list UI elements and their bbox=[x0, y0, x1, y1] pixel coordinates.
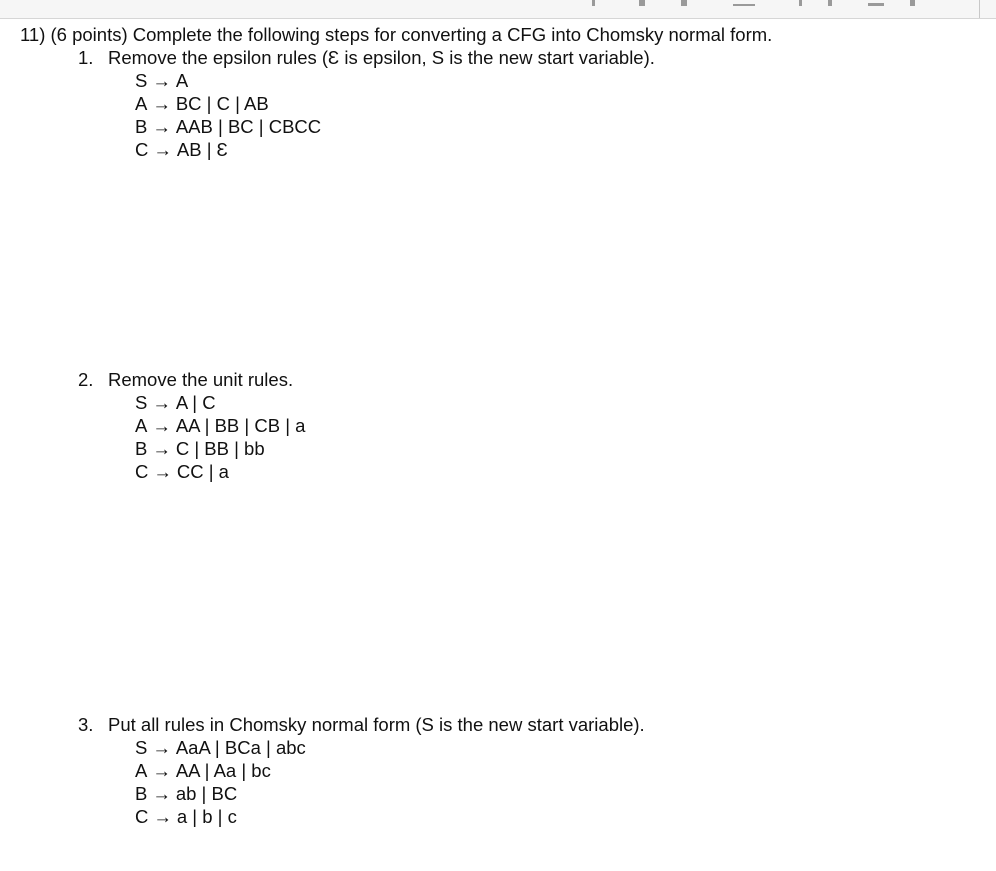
step-title: Put all rules in Chomsky normal form (S is the new start variable). bbox=[108, 714, 645, 735]
step-title: Remove the unit rules. bbox=[108, 369, 294, 390]
rule-lhs: S bbox=[135, 392, 148, 413]
top-toolbar-strip bbox=[0, 0, 996, 19]
arrow-icon: → bbox=[152, 70, 171, 91]
rule-lhs: C bbox=[135, 461, 149, 482]
arrow-icon: → bbox=[152, 737, 171, 758]
rule-lhs: C bbox=[135, 139, 149, 160]
toolbar-glyph bbox=[681, 0, 687, 6]
rule-lhs: S bbox=[135, 70, 148, 91]
arrow-icon: → bbox=[152, 438, 171, 459]
arrow-icon: → bbox=[153, 461, 172, 482]
step-number: 3. bbox=[78, 714, 94, 735]
toolbar-glyph bbox=[868, 3, 884, 6]
rule-rhs: C | BB | bb bbox=[175, 438, 265, 459]
rule-rhs: BC | C | AB bbox=[175, 93, 269, 114]
rule-lhs: B bbox=[135, 783, 148, 804]
arrow-icon: → bbox=[152, 415, 171, 436]
arrow-icon: → bbox=[152, 783, 171, 804]
grammar-rule bbox=[135, 438, 265, 460]
rule-rhs: AA | BB | CB | a bbox=[175, 415, 306, 436]
arrow-icon: → bbox=[152, 116, 171, 137]
rule-lhs: C bbox=[135, 806, 149, 827]
arrow-icon: → bbox=[152, 93, 171, 114]
rule-rhs: A bbox=[175, 70, 189, 91]
grammar-rule bbox=[135, 737, 306, 759]
rule-rhs: ab | BC bbox=[175, 783, 238, 804]
grammar-rule bbox=[135, 93, 269, 115]
rule-rhs: AA | Aa | bc bbox=[175, 760, 271, 781]
arrow-icon: → bbox=[152, 760, 171, 781]
grammar-rule bbox=[135, 806, 237, 828]
question-header: 11) (6 points) Complete the following steps for converting a CFG into Chomsky normal form. bbox=[20, 24, 773, 45]
rule-lhs: A bbox=[135, 415, 148, 436]
step-number: 1. bbox=[78, 47, 94, 68]
rule-rhs: AAB | BC | CBCC bbox=[175, 116, 322, 137]
toolbar-glyph bbox=[639, 0, 645, 6]
rule-lhs: S bbox=[135, 737, 148, 758]
step-title: Remove the epsilon rules (Ɛ is epsilon, S is the new start variable). bbox=[108, 47, 655, 68]
toolbar-glyph bbox=[910, 0, 915, 6]
grammar-rule bbox=[135, 70, 188, 92]
arrow-icon: → bbox=[153, 139, 172, 160]
grammar-rule bbox=[135, 783, 237, 805]
grammar-rule bbox=[135, 392, 216, 414]
grammar-rule bbox=[135, 461, 229, 483]
rule-rhs: AB | Ɛ bbox=[176, 139, 228, 160]
toolbar-glyph bbox=[592, 0, 595, 6]
arrow-icon: → bbox=[153, 806, 172, 827]
rule-rhs: AaA | BCa | abc bbox=[175, 737, 306, 758]
rule-rhs: A | C bbox=[175, 392, 216, 413]
step-number: 2. bbox=[78, 369, 94, 390]
toolbar-glyph bbox=[828, 0, 832, 6]
toolbar-glyph bbox=[799, 0, 802, 6]
rule-lhs: B bbox=[135, 116, 148, 137]
rule-lhs: A bbox=[135, 760, 148, 781]
grammar-rule bbox=[135, 760, 271, 782]
arrow-icon: → bbox=[152, 392, 171, 413]
rule-rhs: a | b | c bbox=[176, 806, 237, 827]
rule-lhs: B bbox=[135, 438, 148, 459]
rule-lhs: A bbox=[135, 93, 148, 114]
rule-rhs: CC | a bbox=[176, 461, 229, 482]
toolbar-divider bbox=[979, 0, 980, 18]
grammar-rule bbox=[135, 139, 228, 161]
grammar-rule bbox=[135, 116, 321, 138]
grammar-rule bbox=[135, 415, 305, 437]
toolbar-glyph bbox=[733, 4, 755, 6]
